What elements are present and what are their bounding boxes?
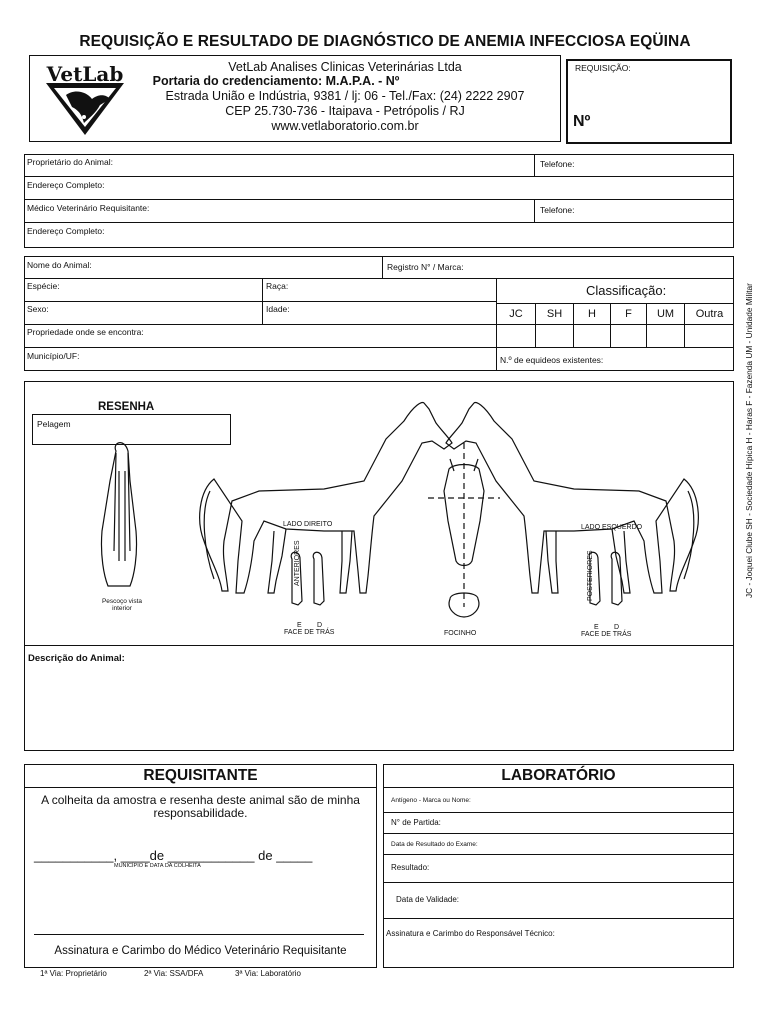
endereco-field-1[interactable]: Endereço Completo: bbox=[27, 180, 105, 190]
pescoco-label: Pescoço vista interior bbox=[101, 598, 143, 612]
class-jc[interactable]: JC bbox=[509, 308, 523, 320]
telefone-field-2[interactable]: Telefone: bbox=[540, 205, 575, 215]
company-address: Estrada União e Indústria, 9381 / lj: 06 - Tel./Fax: (24) 2222 2907 bbox=[165, 89, 525, 103]
company-website: www.vetlaboratorio.com.br bbox=[271, 119, 419, 133]
face-tras-2: FACE DE TRÁS bbox=[581, 631, 632, 638]
requisicao-label: REQUISIÇÃO: bbox=[575, 63, 631, 73]
telefone-field-1[interactable]: Telefone: bbox=[540, 159, 575, 169]
requisitante-title: REQUISITANTE bbox=[143, 767, 258, 784]
lab-signature-field[interactable]: Assinatura e Carimbo do Responsável Técnico: bbox=[386, 929, 555, 938]
resultado-field[interactable]: Resultado: bbox=[391, 863, 430, 872]
lado-direito-label: LADO DIREITO bbox=[283, 521, 333, 528]
numero-label: Nº bbox=[573, 113, 591, 130]
proprietario-field[interactable]: Proprietário do Animal: bbox=[27, 157, 113, 167]
municipio-field[interactable]: Município/UF: bbox=[27, 351, 80, 361]
sexo-field[interactable]: Sexo: bbox=[27, 304, 49, 314]
idade-field[interactable]: Idade: bbox=[266, 304, 290, 314]
requisitante-statement: A colheita da amostra e resenha deste animal são de minha responsabilidade. bbox=[41, 793, 360, 820]
propriedade-field[interactable]: Propriedade onde se encontra: bbox=[27, 327, 144, 337]
class-um[interactable]: UM bbox=[656, 308, 675, 320]
class-h[interactable]: H bbox=[588, 308, 596, 320]
vetlab-logo bbox=[40, 61, 130, 137]
pelagem-label: Pelagem bbox=[37, 419, 71, 429]
focinho-label: FOCINHO bbox=[444, 630, 477, 637]
requisitante-signature[interactable]: Assinatura e Carimbo do Médico Veterinário Requisitante bbox=[54, 945, 347, 957]
side-legend-text: JC - Joquei Clube SH - Sociedade Hípica H - Haras F - Fazenda UM - Unidade Militar bbox=[744, 283, 754, 598]
form-title: REQUISIÇÃO E RESULTADO DE DIAGNÓSTICO DE ANEMIA INFECCIOSA EQÜINA bbox=[79, 33, 691, 50]
class-sh[interactable]: SH bbox=[546, 308, 563, 320]
logo-text: VetLab bbox=[46, 62, 124, 86]
equideos-field[interactable]: N.º de equideos existentes: bbox=[500, 355, 604, 365]
posteriores-label: POSTERIORES bbox=[587, 550, 594, 601]
face-e-1: E bbox=[297, 622, 302, 629]
footer-via-1: 1ª Via: Proprietário bbox=[40, 969, 107, 978]
resenha-title: RESENHA bbox=[98, 401, 155, 413]
date-line[interactable]: ___________, ____de ____________ de _____ bbox=[34, 848, 313, 863]
company-name: VetLab Analises Clinicas Veterinárias Ltda bbox=[228, 60, 462, 74]
data-resultado-field[interactable]: Data de Resultado do Exame: bbox=[391, 841, 478, 848]
validade-field[interactable]: Data de Validade: bbox=[396, 895, 460, 904]
face-d-2: D bbox=[614, 624, 620, 631]
classificacao-title: Classificação: bbox=[586, 283, 667, 298]
company-cep: CEP 25.730-736 - Itaipava - Petrópolis / RJ bbox=[225, 104, 465, 118]
accreditation: Portaria do credenciamento: M.A.P.A. - Nº bbox=[152, 74, 400, 88]
anteriores-label: ANTERIORES bbox=[294, 540, 301, 586]
especie-field[interactable]: Espécie: bbox=[27, 281, 60, 291]
registro-field[interactable]: Registro N° / Marca: bbox=[387, 262, 464, 272]
lado-esquerdo-label: LADO ESQUERDO bbox=[581, 524, 643, 531]
medico-field[interactable]: Médico Veterinário Requisitante: bbox=[27, 203, 150, 213]
endereco-field-2[interactable]: Endereço Completo: bbox=[27, 226, 105, 236]
laboratorio-title: LABORATÓRIO bbox=[501, 767, 616, 784]
class-outra[interactable]: Outra bbox=[695, 308, 724, 320]
nome-animal-field[interactable]: Nome do Animal: bbox=[27, 260, 92, 270]
date-caption: MUNICÍPIO E DATA DA COLHEITA bbox=[114, 863, 201, 869]
footer-via-3: 3ª Via: Laboratório bbox=[235, 969, 301, 978]
descricao-label[interactable]: Descrição do Animal: bbox=[28, 653, 125, 664]
face-d-1: D bbox=[317, 622, 323, 629]
face-e-2: E bbox=[594, 624, 599, 631]
antigeno-field[interactable]: Antígeno - Marca ou Nome: bbox=[391, 797, 471, 804]
face-tras-1: FACE DE TRÁS bbox=[284, 629, 335, 636]
footer-via-2: 2ª Via: SSA/DFA bbox=[144, 969, 204, 978]
partida-field[interactable]: N° de Partida: bbox=[391, 818, 441, 827]
class-f[interactable]: F bbox=[625, 308, 632, 320]
raca-field[interactable]: Raça: bbox=[266, 281, 289, 291]
